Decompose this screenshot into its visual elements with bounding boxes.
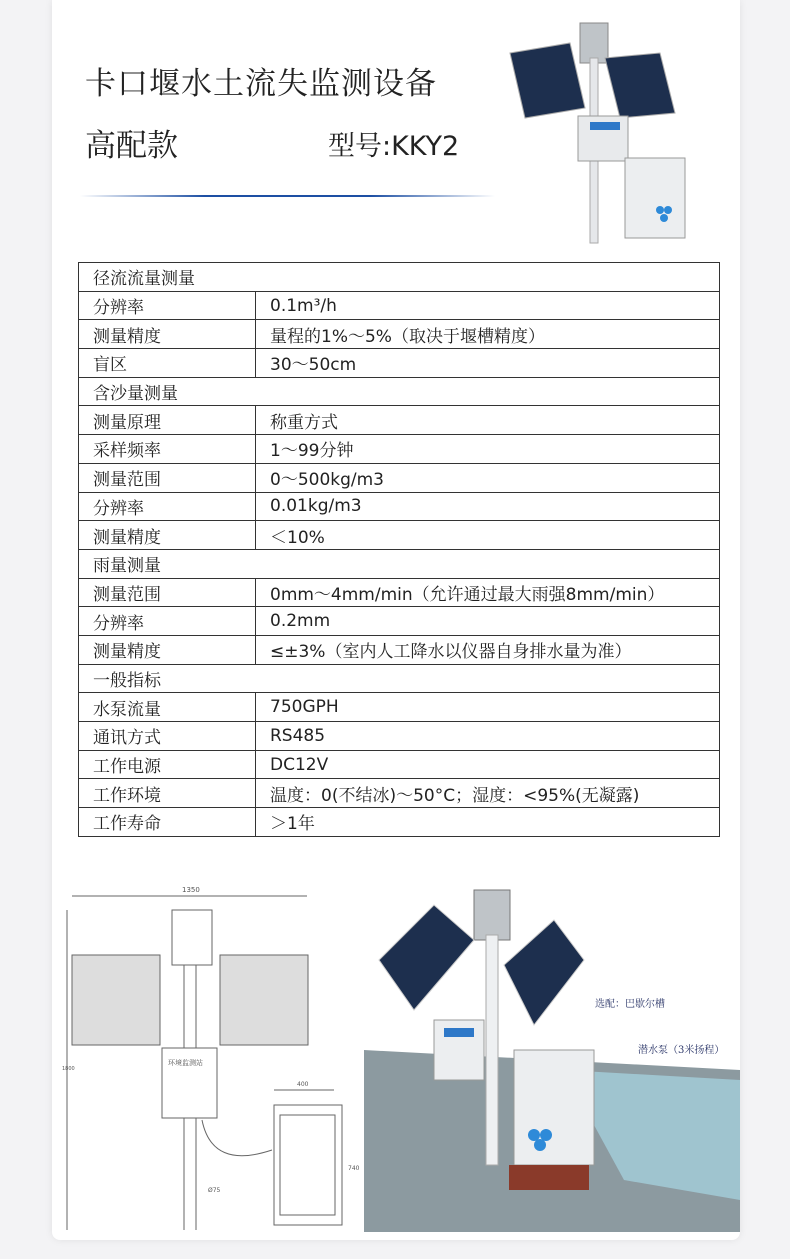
note-flume: 选配：巴歇尔槽 xyxy=(595,999,665,1010)
spec-value: DC12V xyxy=(256,750,720,779)
spec-value: 0.2mm xyxy=(256,607,720,636)
product-subtitle: 高配款 xyxy=(85,128,178,164)
spec-row xyxy=(79,492,720,521)
spec-row xyxy=(79,349,720,378)
installation-scene xyxy=(364,880,740,1232)
spec-value: 750GPH xyxy=(256,693,720,722)
spec-key: 工作电源 xyxy=(79,750,256,779)
spec-row xyxy=(79,693,720,722)
spec-row xyxy=(79,635,720,664)
spec-value: 0.1m³/h xyxy=(256,291,720,320)
spec-row xyxy=(79,578,720,607)
spec-key: 测量精度 xyxy=(79,320,256,349)
spec-table xyxy=(78,262,720,837)
spec-row xyxy=(79,320,720,349)
spec-value: ＜10% xyxy=(256,521,720,550)
spec-key: 测量精度 xyxy=(79,521,256,550)
dimension-drawing xyxy=(62,880,362,1235)
spec-row xyxy=(79,435,720,464)
spec-value: 温度：0(不结冰)～50°C；湿度：<95%(无凝露) xyxy=(256,779,720,808)
product-model: 型号:KKY2 xyxy=(328,131,460,162)
divider xyxy=(80,195,495,197)
section-title: 雨量测量 xyxy=(79,549,720,578)
spec-row xyxy=(79,722,720,751)
spec-section-row xyxy=(79,377,720,406)
spec-key: 测量精度 xyxy=(79,635,256,664)
spec-key: 测量原理 xyxy=(79,406,256,435)
section-title: 含沙量测量 xyxy=(79,377,720,406)
spec-key: 测量范围 xyxy=(79,578,256,607)
drawing-box-label: 环境监测站 xyxy=(168,1059,203,1067)
spec-value: 0～500kg/m3 xyxy=(256,463,720,492)
spec-row xyxy=(79,406,720,435)
dim-height: 1800 xyxy=(62,1066,75,1072)
spec-key: 分辨率 xyxy=(79,492,256,521)
spec-value: 30～50cm xyxy=(256,349,720,378)
note-pump: 潜水泵（3米扬程） xyxy=(638,1045,725,1056)
spec-key: 盲区 xyxy=(79,349,256,378)
spec-row xyxy=(79,808,720,837)
spec-value: ≤±3%（室内人工降水以仪器自身排水量为准） xyxy=(256,635,720,664)
dim-pole: Ø75 xyxy=(208,1187,221,1194)
spec-row xyxy=(79,291,720,320)
spec-value: 0.01kg/m3 xyxy=(256,492,720,521)
spec-key: 采样频率 xyxy=(79,435,256,464)
section-title: 一般指标 xyxy=(79,664,720,693)
spec-value: 称重方式 xyxy=(256,406,720,435)
spec-key: 水泵流量 xyxy=(79,693,256,722)
spec-key: 测量范围 xyxy=(79,463,256,492)
spec-row xyxy=(79,521,720,550)
spec-value: 量程的1%～5%（取决于堰槽精度） xyxy=(256,320,720,349)
spec-section-row xyxy=(79,263,720,292)
spec-key: 分辨率 xyxy=(79,607,256,636)
product-title: 卡口堰水土流失监测设备 xyxy=(85,66,437,102)
spec-key: 分辨率 xyxy=(79,291,256,320)
spec-row xyxy=(79,779,720,808)
spec-key: 工作环境 xyxy=(79,779,256,808)
spec-value: 0mm～4mm/min（允许通过最大雨强8mm/min） xyxy=(256,578,720,607)
spec-section-row xyxy=(79,549,720,578)
spec-value: RS485 xyxy=(256,722,720,751)
spec-value: 1～99分钟 xyxy=(256,435,720,464)
spec-row xyxy=(79,463,720,492)
dim-box-width: 400 xyxy=(297,1081,309,1088)
dim-box-height: 740 xyxy=(348,1165,360,1172)
spec-row xyxy=(79,750,720,779)
spec-key: 通讯方式 xyxy=(79,722,256,751)
spec-section-row xyxy=(79,664,720,693)
spec-row xyxy=(79,607,720,636)
dim-width: 1350 xyxy=(182,886,200,894)
spec-key: 工作寿命 xyxy=(79,808,256,837)
spec-value: ＞1年 xyxy=(256,808,720,837)
section-title: 径流流量测量 xyxy=(79,263,720,292)
product-image xyxy=(500,18,700,248)
